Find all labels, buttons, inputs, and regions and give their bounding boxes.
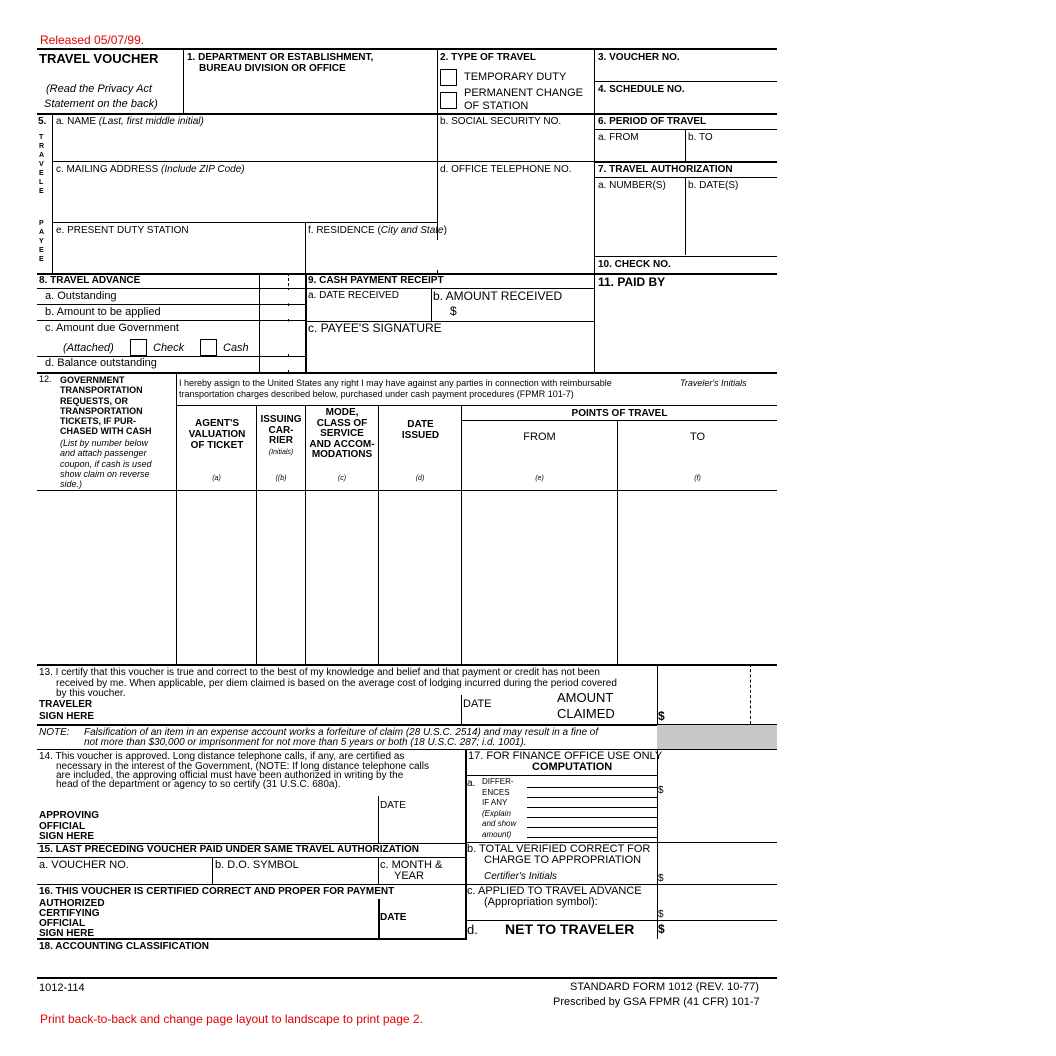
net-traveler-amount-input[interactable] bbox=[666, 923, 746, 937]
total-verified-amount-input[interactable] bbox=[666, 866, 746, 880]
form-top-border bbox=[37, 48, 777, 50]
divider bbox=[37, 749, 777, 750]
divider bbox=[37, 372, 777, 374]
divider bbox=[37, 977, 777, 979]
certify-text-2: received by me. When applicable, per diem claimed is based on the average cost of lodging incurred during the period covered bbox=[56, 678, 617, 689]
ssn-input[interactable] bbox=[440, 130, 592, 158]
note-text-2: not more than $30,000 or imprisonment for not more than 5 years or both (18 U.S.C. 287; i.d. 1001). bbox=[84, 737, 527, 748]
col-issuing-carrier: ISSUING CAR- RIER bbox=[260, 414, 302, 446]
attached-label: (Attached) bbox=[63, 342, 114, 354]
balance-outstanding-input[interactable] bbox=[261, 358, 303, 370]
traveler-initials-input[interactable] bbox=[680, 390, 774, 404]
col-letter-b: ((b) bbox=[275, 475, 287, 482]
transportation-entries-area[interactable] bbox=[38, 492, 774, 662]
field-2-label: 2. TYPE OF TRAVEL bbox=[440, 52, 536, 63]
traveler-date-input[interactable] bbox=[494, 699, 544, 721]
cash-checkbox[interactable] bbox=[200, 339, 217, 356]
traveler-date-label: DATE bbox=[463, 698, 492, 710]
differences-letter: a. bbox=[467, 778, 476, 789]
advance-outstanding-input[interactable] bbox=[261, 290, 303, 303]
divider bbox=[37, 304, 305, 305]
amount-received-input[interactable] bbox=[462, 304, 590, 318]
net-traveler-dollar: $ bbox=[658, 922, 665, 936]
divider bbox=[657, 842, 777, 843]
col-issuing-carrier-sub: (Initials) bbox=[268, 449, 294, 456]
total-verified-label-2: CHARGE TO APPROPRIATION bbox=[484, 854, 642, 866]
payee-signature-label: c. PAYEE'S SIGNATURE bbox=[308, 321, 442, 335]
paid-by-label: 11. PAID BY bbox=[598, 275, 666, 289]
voucher-no-input[interactable] bbox=[596, 64, 774, 80]
finance-office-label: 17. FOR FINANCE OFFICE USE ONLY bbox=[468, 750, 663, 762]
divider bbox=[657, 920, 777, 921]
divider bbox=[52, 161, 594, 162]
traveler-sign-label: TRAVELER bbox=[39, 699, 93, 710]
auth-number-label: a. NUMBER(S) bbox=[598, 180, 666, 191]
divider bbox=[594, 48, 595, 372]
col-agents-valuation: AGENT'S VALUATION OF TICKET bbox=[188, 418, 246, 451]
certify-date-label: DATE bbox=[380, 912, 407, 923]
check-checkbox[interactable] bbox=[130, 339, 147, 356]
certify-text-3: by this voucher. bbox=[56, 688, 126, 699]
certifiers-initials-label: Certifier's Initials bbox=[484, 871, 558, 882]
approval-date-input[interactable] bbox=[381, 814, 463, 840]
permanent-change-label: PERMANENT CHANGE bbox=[464, 87, 583, 99]
auth-date-label: b. DATE(S) bbox=[688, 180, 739, 191]
cash-label: Cash bbox=[223, 342, 249, 354]
field-5-num: 5. bbox=[38, 116, 47, 127]
paid-by-input[interactable] bbox=[598, 292, 774, 368]
assignment-text-2: transportation charges described below, purchased under cash payment procedures (FPMR 101-7) bbox=[179, 389, 574, 399]
standard-form-label: STANDARD FORM 1012 (REV. 10-77) bbox=[570, 981, 759, 993]
cents-divider bbox=[750, 664, 751, 724]
payee-side-label: P A Y E E bbox=[39, 220, 45, 263]
col-from: FROM bbox=[523, 431, 556, 443]
amount-claimed-input[interactable] bbox=[668, 700, 746, 722]
amount-claimed-label: AMOUNT bbox=[557, 690, 614, 705]
amount-applied-input[interactable] bbox=[261, 306, 303, 319]
differences-amount-input[interactable] bbox=[666, 776, 746, 790]
payee-signature-input[interactable] bbox=[308, 337, 590, 369]
office-phone-input[interactable] bbox=[440, 178, 592, 218]
duty-station-label: e. PRESENT DUTY STATION bbox=[56, 225, 189, 236]
field-1-label: 1. DEPARTMENT OR ESTABLISHMENT, bbox=[187, 52, 374, 63]
last-voucher-no-label: a. VOUCHER NO. bbox=[39, 859, 129, 871]
divider bbox=[37, 664, 777, 666]
to-label: b. TO bbox=[688, 132, 713, 143]
residence-input[interactable] bbox=[308, 240, 590, 270]
permanent-change-label-2: OF STATION bbox=[464, 100, 529, 112]
divider bbox=[212, 857, 213, 884]
traveler-initials-label: Traveler's Initials bbox=[680, 378, 747, 388]
col-letter-c: (c) bbox=[337, 475, 347, 482]
divider bbox=[378, 857, 379, 884]
voucher-no-label: 3. VOUCHER NO. bbox=[598, 52, 680, 63]
from-label: a. FROM bbox=[598, 132, 639, 143]
applied-advance-label: c. APPLIED TO TRAVEL ADVANCE bbox=[467, 885, 642, 897]
ssn-label: b. SOCIAL SECURITY NO. bbox=[440, 116, 562, 127]
balance-outstanding-label: d. Balance outstanding bbox=[45, 357, 157, 369]
traveler-signature-input[interactable] bbox=[100, 700, 456, 722]
amount-claimed-dollar: $ bbox=[658, 709, 665, 723]
divider bbox=[465, 775, 657, 776]
divider bbox=[37, 490, 777, 491]
net-to-traveler-label: NET TO TRAVELER bbox=[505, 921, 635, 937]
certifying-official-signature-input[interactable] bbox=[110, 902, 374, 936]
total-verified-dollar: $ bbox=[658, 873, 664, 884]
gtr-hint: (List by number below and attach passenger coupon, if cash is used show claim on reverse side.) bbox=[60, 438, 152, 490]
form-code: 1012-114 bbox=[39, 982, 85, 994]
amount-received-dollar: $ bbox=[450, 304, 457, 318]
divider bbox=[685, 129, 686, 161]
period-of-travel-label: 6. PERIOD OF TRAVEL bbox=[598, 116, 707, 127]
department-input[interactable] bbox=[184, 80, 436, 112]
col-letter-e: (e) bbox=[535, 475, 544, 482]
form-title: TRAVEL VOUCHER bbox=[39, 51, 159, 66]
divider bbox=[176, 405, 777, 406]
applied-advance-dollar: $ bbox=[658, 909, 664, 920]
duty-station-input[interactable] bbox=[56, 240, 302, 270]
prescribed-by-label: Prescribed by GSA FPMR (41 CFR) 101-7 bbox=[553, 996, 760, 1008]
net-traveler-letter: d. bbox=[467, 922, 478, 937]
last-voucher-no-input[interactable] bbox=[40, 873, 208, 883]
col-letter-f: (f) bbox=[694, 475, 701, 482]
approval-text-2: necessary in the interest of the Government, (NOTE: If long distance telephone calls bbox=[56, 761, 429, 772]
date-received-input[interactable] bbox=[308, 304, 428, 318]
divider bbox=[685, 177, 686, 255]
approval-date-label: DATE bbox=[380, 800, 406, 811]
do-symbol-label: b. D.O. SYMBOL bbox=[215, 859, 299, 871]
divider bbox=[305, 222, 306, 273]
assignment-text-1: I hereby assign to the United States any right I may have against any parties in connection with reimbursable bbox=[179, 378, 612, 388]
certified-label: 16. THIS VOUCHER IS CERTIFIED CORRECT AND PROPER FOR PAYMENT bbox=[39, 886, 395, 897]
name-input[interactable] bbox=[56, 130, 434, 158]
divider bbox=[594, 161, 777, 163]
total-verified-label: b. TOTAL VERIFIED CORRECT FOR bbox=[467, 843, 651, 855]
temporary-duty-label: TEMPORARY DUTY bbox=[464, 71, 567, 83]
schedule-no-label: 4. SCHEDULE NO. bbox=[598, 84, 685, 95]
released-date: Released 05/07/99. bbox=[40, 33, 145, 47]
divider bbox=[461, 420, 777, 421]
approval-text-3: are included, the approving official must have been authorized in writing by the bbox=[56, 770, 404, 781]
date-received-label: a. DATE RECEIVED bbox=[308, 290, 399, 301]
field-12-num: 12. bbox=[39, 374, 52, 384]
divider bbox=[37, 938, 465, 940]
certifying-official-label: AUTHORIZED CERTIFYING OFFICIAL SIGN HERE bbox=[39, 898, 105, 939]
differences-label: DIFFER- ENCES IF ANY (Explain and show amount) bbox=[482, 777, 517, 839]
privacy-note-2: Statement on the back) bbox=[44, 98, 158, 110]
divider bbox=[594, 81, 777, 82]
computation-label: COMPUTATION bbox=[532, 761, 613, 773]
divider bbox=[431, 288, 432, 321]
certify-text-1: 13. I certify that this voucher is true and correct to the best of my knowledge and belief and that payment or credit has not been bbox=[39, 667, 600, 678]
divider bbox=[461, 695, 462, 724]
traveler-sign-label-2: SIGN HERE bbox=[39, 711, 95, 722]
appropriation-symbol-input[interactable] bbox=[484, 909, 654, 919]
privacy-note-1: (Read the Privacy Act bbox=[46, 83, 152, 95]
permanent-change-checkbox[interactable] bbox=[440, 92, 457, 109]
approving-official-signature-input[interactable] bbox=[104, 810, 374, 840]
divider bbox=[378, 796, 379, 843]
amount-received-label: b. AMOUNT RECEIVED bbox=[433, 289, 563, 303]
divider bbox=[37, 884, 465, 885]
travel-from-input[interactable] bbox=[596, 145, 682, 159]
col-mode-class: MODE, CLASS OF SERVICE AND ACCOM- MODATIONS bbox=[309, 407, 375, 460]
col-to: TO bbox=[689, 431, 706, 443]
divider bbox=[37, 320, 305, 321]
approval-text-4: head of the department or agency to so certify (31 U.S.C. 680a). bbox=[56, 779, 341, 790]
month-year-label: c. MONTH & bbox=[380, 859, 443, 871]
auth-number-input[interactable] bbox=[596, 193, 682, 253]
mailing-address-label: c. MAILING ADDRESS (Include ZIP Code) bbox=[56, 164, 245, 175]
travel-advance-label: 8. TRAVEL ADVANCE bbox=[39, 275, 141, 286]
divider bbox=[657, 884, 777, 885]
traveler-side-label: T R A V E L E bbox=[39, 134, 45, 195]
last-voucher-label: 15. LAST PRECEDING VOUCHER PAID UNDER SAME TRAVEL AUTHORIZATION bbox=[39, 844, 420, 855]
col-letter-a: (a) bbox=[212, 475, 221, 482]
amount-due-label: c. Amount due Government bbox=[45, 322, 179, 334]
divider bbox=[594, 256, 777, 257]
mailing-address-input[interactable] bbox=[56, 178, 434, 218]
approval-text-1: 14. This voucher is approved. Long distance telephone calls, if any, are certified as bbox=[39, 751, 405, 762]
divider bbox=[37, 288, 305, 289]
check-label: Check bbox=[153, 342, 185, 354]
gtr-title: GOVERNMENT TRANSPORTATION REQUESTS, OR TRANSPORTATION TICKETS, IF PUR- CHASED WITH CASH bbox=[60, 375, 152, 437]
note-text-1: Falsification of an item in an expense account works a forfeiture of claim (28 U.S.C. 2514) and may result in a fine of bbox=[84, 727, 599, 738]
divider bbox=[52, 113, 53, 273]
divider bbox=[52, 222, 437, 223]
amount-claimed-label-2: CLAIMED bbox=[557, 706, 615, 721]
month-year-label-2: YEAR bbox=[394, 870, 424, 882]
field-1-label-2: BUREAU DIVISION OR OFFICE bbox=[199, 63, 346, 74]
approving-official-label: APPROVING OFFICIAL SIGN HERE bbox=[39, 810, 100, 842]
divider bbox=[37, 857, 465, 858]
travel-authorization-label: 7. TRAVEL AUTHORIZATION bbox=[598, 164, 733, 175]
col-letter-d: (d) bbox=[415, 475, 425, 482]
temporary-duty-checkbox[interactable] bbox=[440, 69, 457, 86]
applied-advance-label-2: (Appropriation symbol): bbox=[484, 896, 598, 908]
print-instructions: Print back-to-back and change page layout to landscape to print page 2. bbox=[40, 1012, 423, 1026]
divider bbox=[37, 113, 777, 115]
accounting-classification-label: 18. ACCOUNTING CLASSIFICATION bbox=[39, 941, 210, 952]
col-date-issued: DATE ISSUED bbox=[401, 419, 440, 441]
advance-outstanding-label: a. Outstanding bbox=[45, 290, 117, 302]
amount-due-input[interactable] bbox=[261, 322, 303, 354]
office-phone-label: d. OFFICE TELEPHONE NO. bbox=[440, 164, 572, 175]
differences-dollar: $ bbox=[658, 785, 664, 796]
name-label: a. NAME (Last, first middle initial) bbox=[56, 116, 204, 127]
differences-input[interactable] bbox=[528, 779, 656, 839]
do-symbol-input[interactable] bbox=[216, 873, 374, 883]
cash-receipt-label: 9. CASH PAYMENT RECEIPT bbox=[308, 275, 444, 286]
amount-applied-label: b. Amount to be applied bbox=[45, 306, 161, 318]
applied-advance-amount-input[interactable] bbox=[666, 904, 746, 918]
auth-date-input[interactable] bbox=[688, 193, 774, 253]
note-label: NOTE: bbox=[39, 727, 70, 738]
check-no-label: 10. CHECK NO. bbox=[598, 259, 671, 270]
residence-label: f. RESIDENCE (City and State) bbox=[308, 225, 447, 236]
points-of-travel-label: POINTS OF TRAVEL bbox=[571, 408, 668, 419]
shaded-cell bbox=[657, 725, 777, 749]
accounting-classification-input[interactable] bbox=[40, 954, 774, 974]
travel-to-input[interactable] bbox=[688, 145, 774, 159]
